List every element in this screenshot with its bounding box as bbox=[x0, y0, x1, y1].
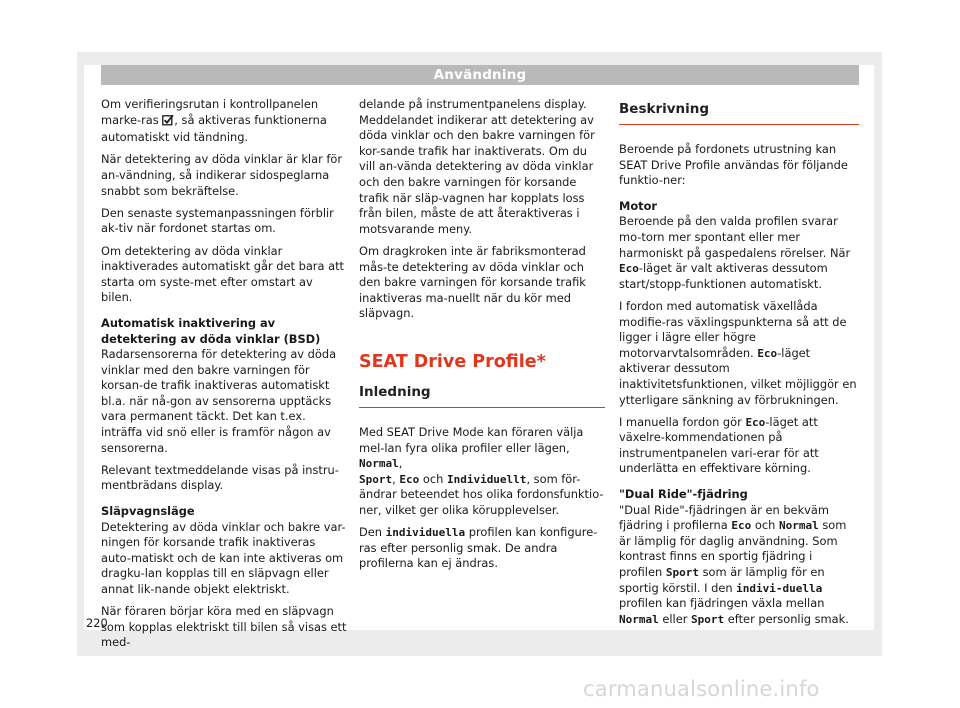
paragraph: Om verifieringsrutan i kontrollpanelen marke-ras , så aktiveras funktionerna automatiskt vid tändning. bbox=[101, 97, 327, 145]
mode-label: Eco bbox=[757, 346, 778, 360]
paragraph: Om detektering av döda vinklar inaktiverades automatiskt går det bara att starta om syste-met efter omstart av bilen. bbox=[101, 243, 345, 305]
paragraph: När detektering av döda vinklar är klar för an-vändning, så indikerar sidospeglarna snabbt som bekräftelse. bbox=[101, 152, 343, 198]
column-right bbox=[619, 97, 859, 634]
subheading-engine: Motor bbox=[619, 198, 658, 213]
page-header: Användning bbox=[101, 65, 859, 85]
subheading-trailer-mode: Släpvagnsläge bbox=[101, 504, 195, 519]
paragraph: "Dual Ride"-fjädringen är en bekväm fjädring i profilerna Eco och Normal som är lämplig för daglig användning. Som kontrast finns en sportig fjädring i profilen Sport som är lämplig för en sportig körstil. I den indivi-duella profilen kan fjädringen växla mellan Normal eller Sport efter personlig smak. bbox=[619, 502, 849, 626]
mode-label: Normal bbox=[359, 457, 399, 471]
section-heading-description: Beskrivning bbox=[619, 100, 859, 125]
paragraph: I manuella fordon gör Eco-läget att växelre-kommendationen på instrumentpanelen vari-erar för att underlätta en effektivare körning. bbox=[619, 414, 819, 476]
checkbox-checked-icon bbox=[162, 114, 174, 131]
paragraph: Relevant textmeddelande visas på instru-mentbrädans display. bbox=[101, 462, 339, 493]
subheading-bsd: Automatisk inaktivering av detektering av döda vinklar (BSD) bbox=[101, 315, 321, 346]
chapter-heading: SEAT Drive Profile* bbox=[359, 351, 546, 372]
paragraph: När föraren börjar köra med en släpvagn som kopplas elektriskt till bilen så visas ett med- bbox=[101, 604, 347, 650]
paragraph: I fordon med automatisk växellåda modifie-ras växlingspunkterna så att de ligger i lägre eller högre motorvarvtalsområden. Eco-läget aktiverar dessutom inaktivitetsfunktionen, vilket möjliggör en ytterligare sänkning av förbrukningen. bbox=[619, 298, 857, 407]
paragraph: Detektering av döda vinklar och bakre var-ningen för korsande trafik inaktiveras auto-matiskt och de kan inte aktiveras om dragku-lan kopplas till en släpvagn eller annat lik-nande objekt elektriskt. bbox=[101, 519, 346, 596]
subheading-dual-ride: "Dual Ride"-fjädring bbox=[619, 487, 748, 502]
mode-label: Normal bbox=[619, 612, 659, 626]
mode-label: Eco bbox=[399, 472, 420, 486]
mode-label: individuella bbox=[385, 526, 466, 540]
mode-label: Sport bbox=[665, 566, 699, 580]
mode-label: Individuellt bbox=[446, 472, 527, 486]
paragraph: Radarsensorerna för detektering av döda vinklar med den bakre varningen för korsan-de trafik inaktiveras automatiskt bl.a. när nå-gon av sensorerna upptäcks vara permanent täckt. Det kan t.ex. inträffa vid snö eller is framför någon av sensorerna. bbox=[101, 347, 337, 455]
mode-label: Eco bbox=[619, 262, 639, 276]
paragraph: Den individuella profilen kan konfigure-ras efter personlig smak. De andra profilerna kan ej ändras. bbox=[359, 525, 598, 571]
paragraph: Beroende på den valda profilen svarar mo-torn mer spontant eller mer harmoniskt på gaspedalens rörelser. När Eco-läget är valt aktiveras dessutom start/stopp-funktionen automatiskt. bbox=[619, 214, 851, 291]
mode-label: Sport bbox=[691, 612, 725, 626]
column-middle bbox=[359, 97, 605, 578]
watermark[interactable]: carmanualsonline.info bbox=[583, 677, 820, 701]
section-heading-intro: Inledning bbox=[359, 383, 605, 408]
column-left bbox=[101, 97, 347, 658]
mode-label: Eco bbox=[745, 415, 766, 429]
paragraph: delande på instrumentpanelens display. Meddelandet indikerar att detektering av döda vinklar och den bakre varningen för kor-sande trafik har inaktiverats. Om du vill an-vända detektering av döda vinklar och den bakre varningen för korsande trafik när släp-vagnen har kopplats loss från bilen, måste de att återaktiveras i motsvarande meny. bbox=[359, 97, 595, 236]
mode-label: Eco bbox=[731, 519, 752, 533]
paragraph: Med SEAT Drive Mode kan föraren välja mel-lan fyra olika profiler eller lägen, Normal, Sport, Eco och Individuellt, som för-ändrar beteendet hos olika fordonsfunktio-ner, vilket ger olika körupplevelser. bbox=[359, 424, 604, 517]
mode-label: Normal bbox=[778, 519, 819, 533]
paragraph: Om dragkroken inte är fabriksmonterad mås-te detektering av döda vinklar och den bakre varningen för korsande trafik inaktiveras ma-nuellt när du kör med släpvagn. bbox=[359, 243, 586, 321]
mode-label: Sport bbox=[359, 472, 393, 486]
paragraph: Den senaste systemanpassningen förblir ak-tiv när fordonet startas om. bbox=[101, 205, 334, 236]
mode-label: indivi-duella bbox=[736, 581, 823, 595]
page-number: 220 bbox=[86, 616, 108, 630]
paragraph: Beroende på fordonets utrustning kan SEAT Drive Profile användas för följande funktio-ner: bbox=[619, 142, 848, 188]
